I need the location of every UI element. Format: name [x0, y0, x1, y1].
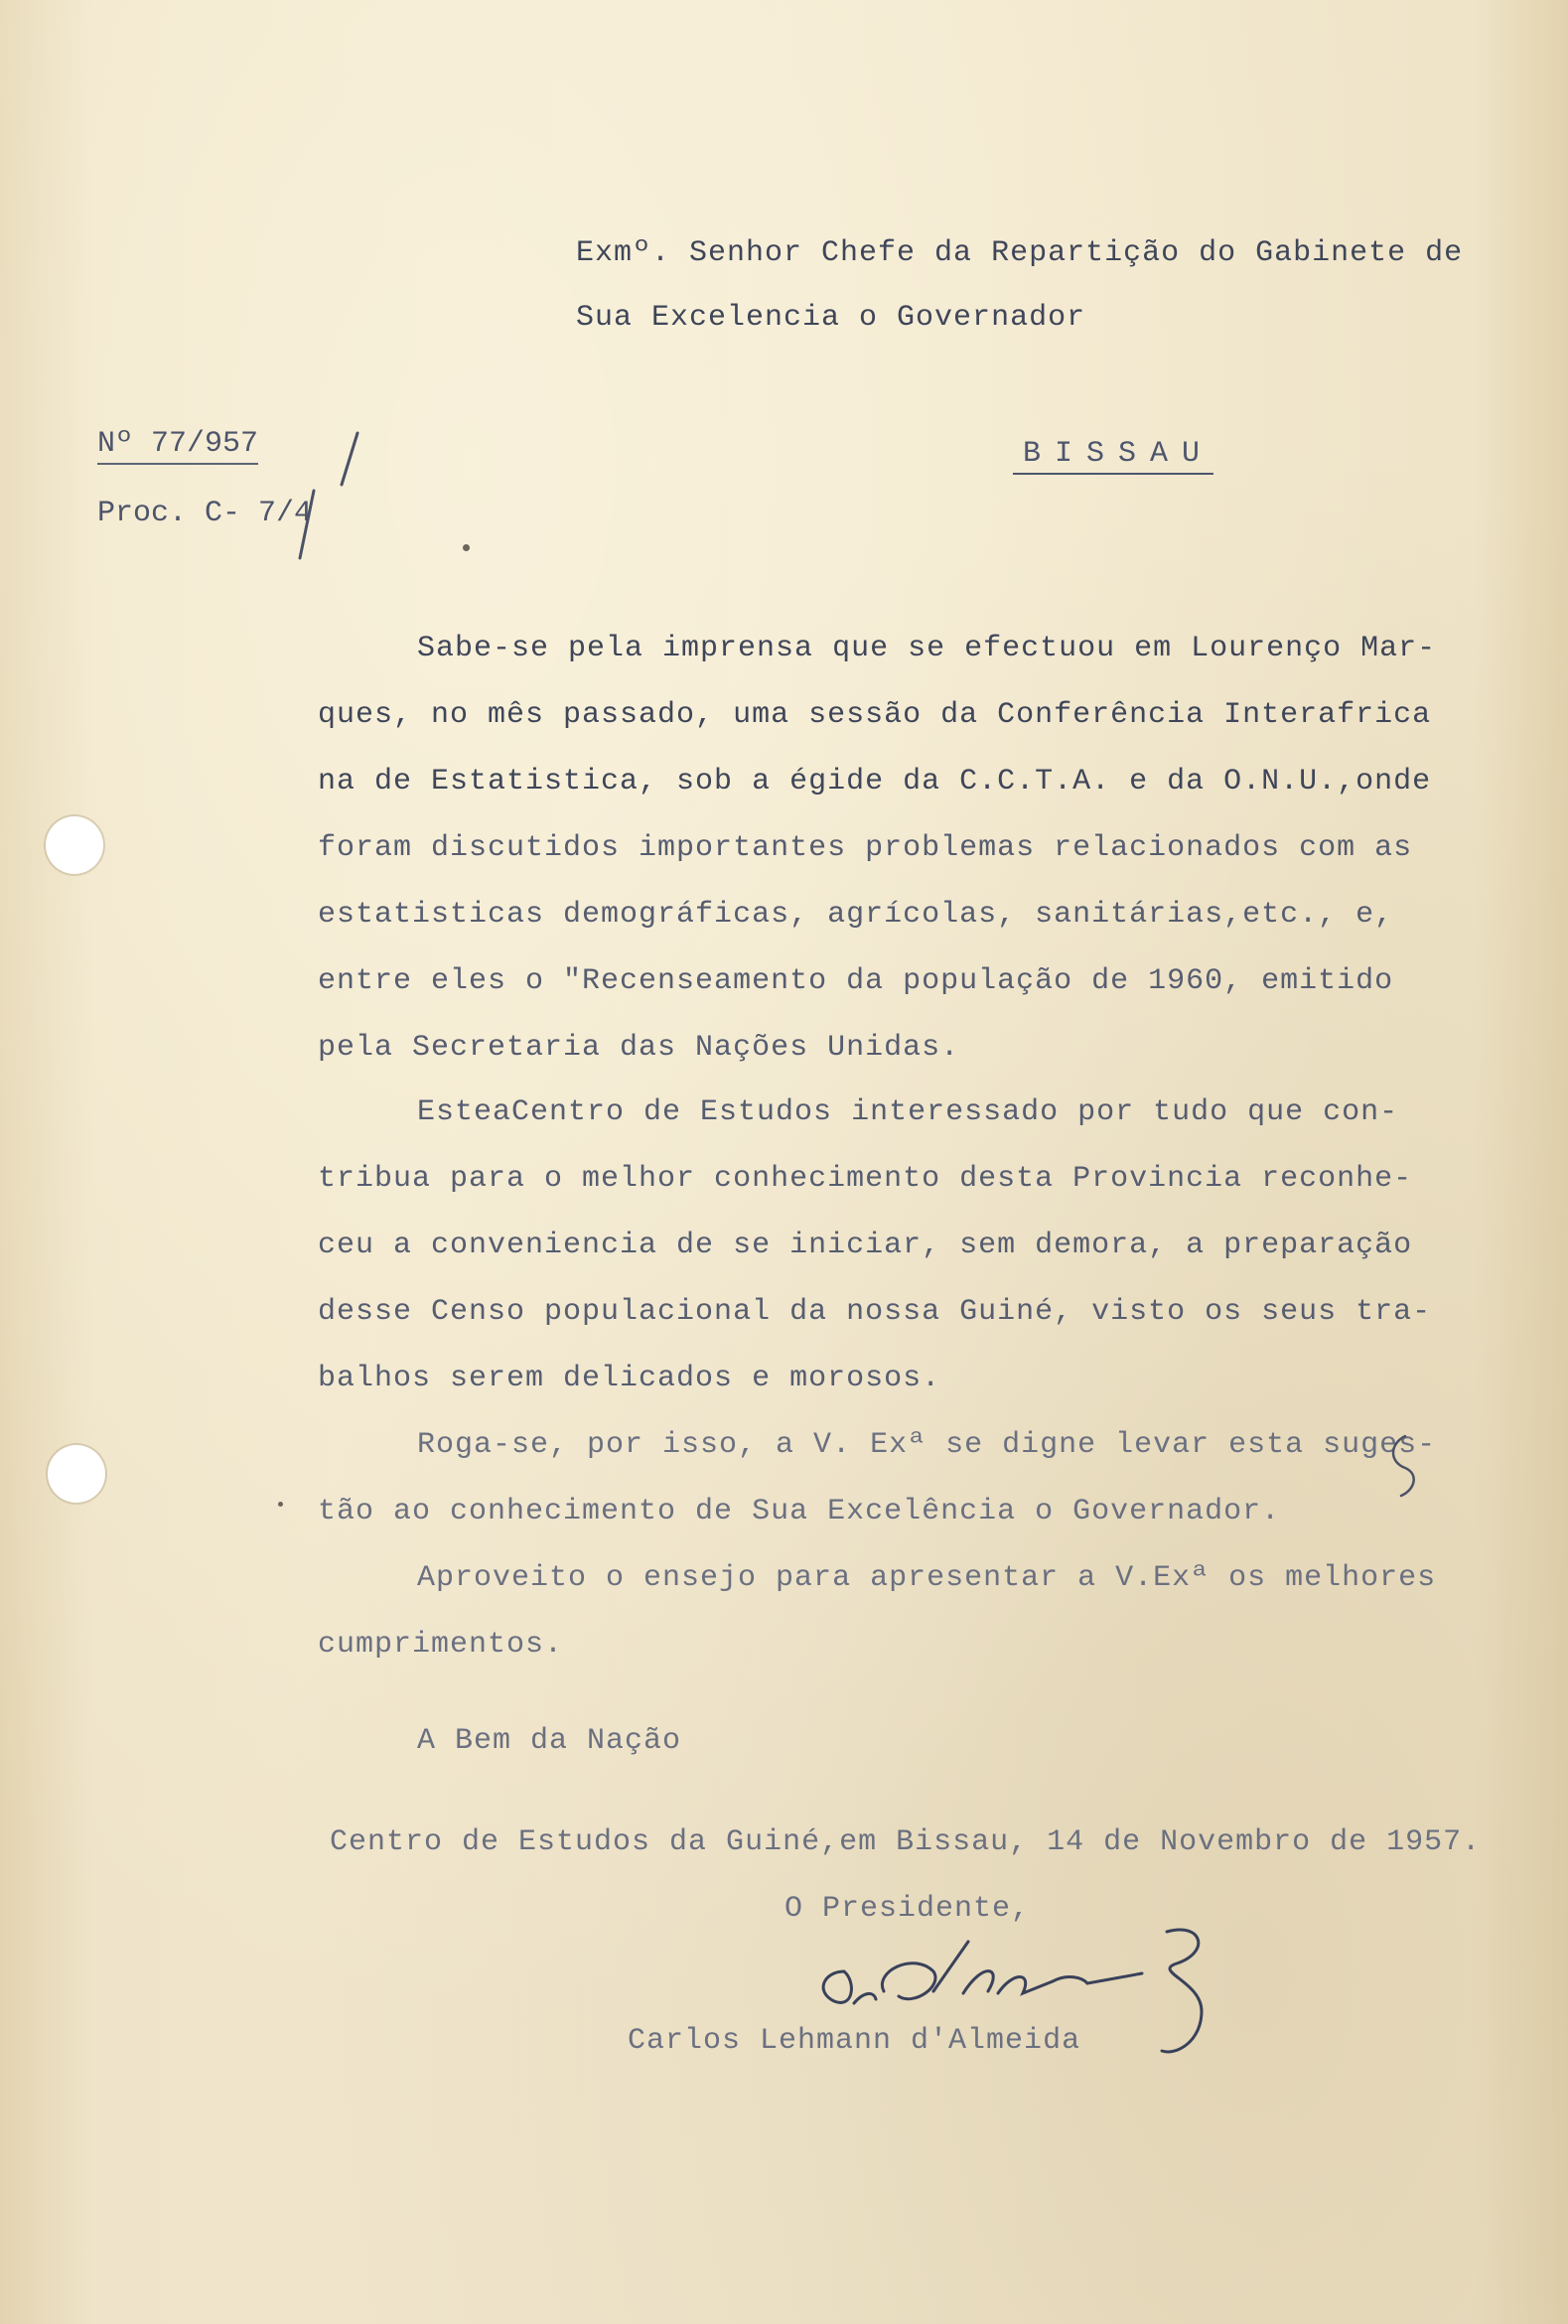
body-line: Sabe-se pela imprensa que se efectuou em Lourenço Mar- — [417, 632, 1437, 665]
handwritten-correction-mark — [1375, 1432, 1435, 1502]
signatory-role: O Presidente, — [784, 1892, 1031, 1926]
ink-speck — [278, 1502, 283, 1507]
body-line: desse Censo populacional da nossa Guiné, visto os seus tra- — [318, 1295, 1432, 1329]
body-line: estatisticas demográficas, agrícolas, sanitárias,etc., e, — [318, 898, 1394, 932]
address-line-2: Sua Excelencia o Governador — [576, 301, 1086, 335]
body-line: entre eles o "Recenseamento da população de 1960, emitido — [318, 964, 1394, 998]
body-line: ques, no mês passado, uma sessão da Conferência Interafrica — [318, 698, 1432, 732]
body-line: cumprimentos. — [318, 1628, 564, 1662]
salutation: A Bem da Nação — [417, 1724, 682, 1758]
body-line: tão ao conhecimento de Sua Excelência o Governador. — [318, 1495, 1281, 1528]
address-line-1: Exmº. Senhor Chefe da Repartição do Gabinete de — [576, 236, 1464, 270]
body-line: na de Estatistica, sob a égide da C.C.T.A. e da O.N.U.,onde — [318, 765, 1432, 799]
body-line: tribua para o melhor conhecimento desta Provincia reconhe- — [318, 1162, 1413, 1196]
place-and-date: Centro de Estudos da Guiné,em Bissau, 14 de Novembro de 1957. — [330, 1825, 1482, 1859]
body-line: foram discutidos importantes problemas relacionados com as — [318, 831, 1413, 865]
ink-speck — [463, 544, 470, 551]
handwritten-process-annotation — [278, 485, 348, 564]
punch-hole-top — [46, 816, 103, 874]
reference-number: Nº 77/957 — [97, 427, 258, 465]
body-line: Aproveito o ensejo para apresentar a V.Exª os melhores — [417, 1561, 1437, 1595]
process-number: Proc. C- 7/4 — [97, 497, 313, 530]
body-line: EsteaCentro de Estudos interessado por tudo que con- — [417, 1095, 1399, 1129]
body-line: Roga-se, por isso, a V. Exª se digne levar esta suges- — [417, 1428, 1437, 1462]
handwritten-slash-mark — [336, 429, 365, 489]
signatory-name: Carlos Lehmann d'Almeida — [628, 2024, 1081, 2058]
body-line: pela Secretaria das Nações Unidas. — [318, 1031, 960, 1065]
body-line: balhos serem delicados e morosos. — [318, 1362, 941, 1395]
handwritten-signature — [784, 1912, 1241, 2071]
punch-hole-bottom — [48, 1445, 105, 1503]
body-line: ceu a conveniencia de se iniciar, sem demora, a preparação — [318, 1229, 1413, 1262]
destination-city: BISSAU — [1013, 437, 1213, 475]
